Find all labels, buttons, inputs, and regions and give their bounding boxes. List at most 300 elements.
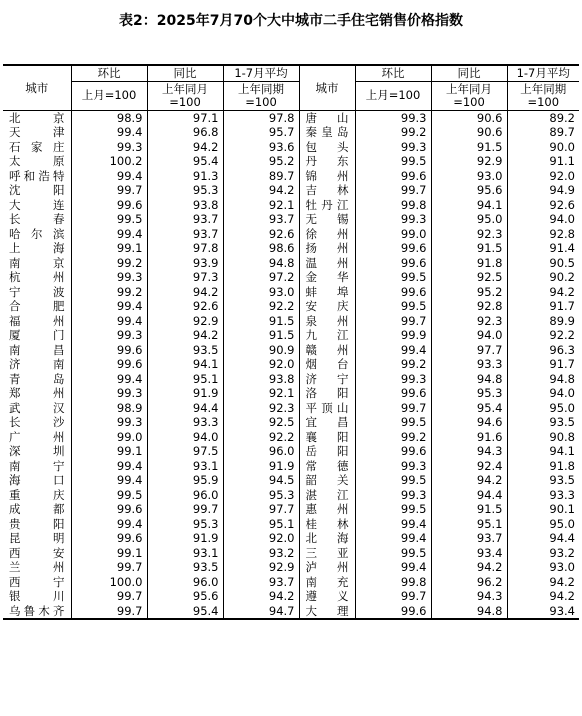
yoy-value-cell: 94.2	[431, 473, 507, 488]
city-name-cell: 福州	[9, 313, 65, 328]
column-header-ytd: 1-7月平均	[507, 65, 579, 81]
yoy-value-cell: 93.1	[147, 546, 223, 561]
mom-value-cell: 99.6	[355, 256, 431, 271]
mom-value-cell: 99.4	[71, 299, 147, 314]
ytd-value-cell: 92.0	[507, 169, 579, 184]
ytd-value-cell: 91.7	[507, 357, 579, 372]
ytd-value-cell: 93.0	[223, 285, 299, 300]
ytd-value-cell: 92.8	[507, 227, 579, 242]
ytd-value-cell: 90.2	[507, 270, 579, 285]
yoy-value-cell: 94.2	[147, 328, 223, 343]
mom-value-cell: 99.8	[355, 198, 431, 213]
ytd-value-cell: 96.3	[507, 343, 579, 358]
yoy-value-cell: 93.3	[431, 357, 507, 372]
city-name-cell: 广州	[9, 429, 65, 444]
yoy-value-cell: 95.3	[147, 183, 223, 198]
yoy-value-cell: 93.5	[147, 560, 223, 575]
table-row	[3, 546, 579, 561]
yoy-value-cell: 92.3	[431, 314, 507, 329]
yoy-value-cell: 94.2	[431, 560, 507, 575]
column-header-yoy: 同比	[431, 65, 507, 81]
yoy-value-cell: 93.7	[431, 531, 507, 546]
ytd-sub-text: 上年同期=100	[520, 81, 567, 109]
mom-value-cell: 99.4	[71, 125, 147, 140]
city-name-cell: 乌鲁木齐	[3, 604, 71, 620]
mom-value-cell: 99.3	[71, 140, 147, 155]
city-name-cell: 南充	[299, 575, 355, 590]
ytd-value-cell: 94.4	[507, 531, 579, 546]
ytd-value-cell: 90.8	[507, 430, 579, 445]
mom-value-cell: 99.0	[71, 430, 147, 445]
yoy-value-cell: 94.2	[147, 285, 223, 300]
ytd-value-cell: 91.5	[223, 314, 299, 329]
column-subheader-yoy	[147, 81, 223, 110]
mom-value-cell: 99.4	[71, 459, 147, 474]
ytd-value-cell: 89.7	[507, 125, 579, 140]
mom-value-cell: 99.4	[71, 227, 147, 242]
ytd-value-cell: 90.1	[507, 502, 579, 517]
mom-value-cell: 99.6	[355, 241, 431, 256]
city-name-cell: 韶关	[299, 473, 355, 488]
ytd-value-cell: 91.5	[223, 328, 299, 343]
yoy-value-cell: 94.8	[431, 372, 507, 387]
ytd-value-cell: 96.0	[223, 444, 299, 459]
table-row	[3, 401, 579, 416]
table-row	[3, 154, 579, 169]
yoy-sub-text: 上年同月=100	[161, 81, 208, 109]
mom-value-cell: 99.1	[71, 241, 147, 256]
ytd-value-cell: 93.3	[507, 488, 579, 503]
ytd-value-cell: 92.2	[507, 328, 579, 343]
ytd-value-cell: 90.5	[507, 256, 579, 271]
table-row	[3, 256, 579, 271]
yoy-value-cell: 92.4	[431, 459, 507, 474]
city-name-cell: 锦州	[299, 169, 355, 184]
city-name-cell: 北海	[299, 531, 355, 546]
yoy-value-cell: 95.1	[147, 372, 223, 387]
table-row	[3, 183, 579, 198]
mom-value-cell: 99.6	[71, 343, 147, 358]
yoy-value-cell: 93.7	[147, 227, 223, 242]
ytd-value-cell: 93.2	[507, 546, 579, 561]
yoy-value-cell: 91.3	[147, 169, 223, 184]
ytd-value-cell: 94.0	[507, 212, 579, 227]
mom-value-cell: 99.2	[355, 125, 431, 140]
yoy-value-cell: 92.9	[147, 314, 223, 329]
ytd-value-cell: 92.0	[223, 357, 299, 372]
mom-value-cell: 99.5	[355, 415, 431, 430]
ytd-value-cell: 90.9	[223, 343, 299, 358]
yoy-value-cell: 97.1	[147, 110, 223, 125]
table-row	[3, 357, 579, 372]
city-name-cell: 南昌	[9, 342, 65, 357]
mom-value-cell: 99.3	[71, 328, 147, 343]
mom-value-cell: 99.5	[71, 488, 147, 503]
mom-value-cell: 99.3	[355, 140, 431, 155]
table-row	[3, 604, 579, 620]
city-name-cell: 泸州	[299, 560, 355, 575]
yoy-value-cell: 91.9	[147, 531, 223, 546]
city-name-cell: 温州	[299, 256, 355, 271]
yoy-value-cell: 95.0	[431, 212, 507, 227]
city-name-cell: 牡丹江	[299, 198, 355, 213]
mom-value-cell: 99.7	[355, 183, 431, 198]
yoy-value-cell: 93.7	[147, 212, 223, 227]
city-name-cell: 沈阳	[9, 183, 65, 197]
table-row	[3, 314, 579, 329]
city-name-cell: 深圳	[9, 444, 65, 458]
mom-value-cell: 99.2	[355, 357, 431, 372]
ytd-value-cell: 93.0	[507, 560, 579, 575]
table-row	[3, 285, 579, 300]
column-header-ytd: 1-7月平均	[223, 65, 299, 81]
ytd-value-cell: 92.6	[507, 198, 579, 213]
ytd-value-cell: 94.8	[507, 372, 579, 387]
mom-value-cell: 100.0	[71, 575, 147, 590]
city-name-cell: 烟台	[299, 357, 355, 372]
ytd-value-cell: 95.1	[223, 517, 299, 532]
yoy-value-cell: 95.9	[147, 473, 223, 488]
ytd-value-cell: 93.2	[223, 546, 299, 561]
column-header-mom: 环比	[355, 65, 431, 81]
column-header-mom: 环比	[71, 65, 147, 81]
mom-value-cell: 99.3	[355, 110, 431, 125]
ytd-value-cell: 95.3	[223, 488, 299, 503]
mom-value-cell: 99.4	[71, 314, 147, 329]
ytd-value-cell: 92.3	[223, 401, 299, 416]
table-row	[3, 531, 579, 546]
city-name-cell: 南宁	[9, 458, 65, 473]
city-name-cell: 徐州	[299, 227, 355, 242]
column-header-yoy: 同比	[147, 65, 223, 81]
ytd-value-cell: 92.9	[223, 560, 299, 575]
city-name-cell: 宜昌	[299, 415, 355, 430]
city-name-cell: 蚌埠	[299, 285, 355, 300]
city-name-cell: 西安	[9, 545, 65, 560]
mom-value-cell: 99.5	[355, 502, 431, 517]
city-name-cell: 遵义	[299, 589, 355, 604]
yoy-value-cell: 97.7	[431, 343, 507, 358]
mom-value-cell: 99.6	[71, 198, 147, 213]
ytd-value-cell: 95.7	[223, 125, 299, 140]
mom-value-cell: 99.5	[355, 270, 431, 285]
column-header-city: 城市	[299, 65, 355, 110]
ytd-value-cell: 94.2	[507, 285, 579, 300]
mom-value-cell: 100.2	[71, 154, 147, 169]
mom-value-cell: 99.4	[355, 343, 431, 358]
ytd-value-cell: 93.4	[507, 604, 579, 620]
city-name-cell: 包头	[299, 140, 355, 155]
table-row	[3, 227, 579, 242]
ytd-value-cell: 92.6	[223, 227, 299, 242]
mom-value-cell: 99.3	[355, 212, 431, 227]
yoy-value-cell: 95.4	[431, 401, 507, 416]
mom-value-cell: 99.6	[355, 444, 431, 459]
city-name-cell: 桂林	[299, 517, 355, 532]
yoy-value-cell: 94.0	[431, 328, 507, 343]
yoy-value-cell: 92.5	[431, 270, 507, 285]
mom-value-cell: 99.5	[355, 546, 431, 561]
ytd-value-cell: 92.2	[223, 299, 299, 314]
ytd-value-cell: 97.7	[223, 502, 299, 517]
city-name-cell: 岳阳	[299, 444, 355, 459]
ytd-value-cell: 92.5	[223, 415, 299, 430]
yoy-value-cell: 94.3	[431, 444, 507, 459]
mom-value-cell: 99.4	[355, 517, 431, 532]
mom-value-cell: 99.5	[355, 299, 431, 314]
yoy-value-cell: 94.2	[147, 140, 223, 155]
mom-value-cell: 99.3	[355, 459, 431, 474]
table-row	[3, 169, 579, 184]
yoy-value-cell: 93.1	[147, 459, 223, 474]
city-name-cell: 吉林	[299, 183, 355, 198]
mom-value-cell: 98.9	[71, 110, 147, 125]
city-name-cell: 安庆	[299, 299, 355, 314]
city-name-cell: 成都	[9, 502, 65, 516]
city-name-cell: 无锡	[299, 212, 355, 227]
mom-value-cell: 99.2	[71, 256, 147, 271]
city-name-cell: 襄阳	[299, 430, 355, 445]
yoy-value-cell: 92.9	[431, 154, 507, 169]
mom-value-cell: 99.7	[355, 401, 431, 416]
mom-value-cell: 99.4	[71, 473, 147, 488]
yoy-value-cell: 93.0	[431, 169, 507, 184]
ytd-value-cell: 89.7	[223, 169, 299, 184]
yoy-value-cell: 90.6	[431, 125, 507, 140]
header-row-top	[3, 65, 579, 81]
table-row	[3, 270, 579, 285]
city-name-cell: 大理	[299, 604, 355, 620]
ytd-value-cell: 91.8	[507, 459, 579, 474]
yoy-value-cell: 93.4	[431, 546, 507, 561]
city-name-cell: 金华	[299, 270, 355, 285]
city-name-cell: 泉州	[299, 314, 355, 329]
city-name-cell: 长春	[9, 212, 65, 226]
table-row	[3, 241, 579, 256]
ytd-value-cell: 94.2	[223, 183, 299, 198]
yoy-value-cell: 95.2	[431, 285, 507, 300]
ytd-value-cell: 97.2	[223, 270, 299, 285]
city-name-cell: 唐山	[299, 110, 355, 125]
table-row	[3, 459, 579, 474]
mom-value-cell: 99.6	[355, 285, 431, 300]
city-name-cell: 上海	[9, 241, 65, 255]
ytd-value-cell: 93.5	[507, 415, 579, 430]
mom-value-cell: 99.4	[71, 169, 147, 184]
city-name-cell: 北京	[9, 110, 65, 125]
yoy-value-cell: 91.9	[147, 386, 223, 401]
ytd-value-cell: 94.8	[223, 256, 299, 271]
yoy-value-cell: 97.3	[147, 270, 223, 285]
yoy-sub-text: 上年同月=100	[445, 81, 492, 109]
yoy-value-cell: 92.6	[147, 299, 223, 314]
ytd-value-cell: 94.7	[223, 604, 299, 620]
city-name-cell: 贵阳	[9, 516, 65, 531]
yoy-value-cell: 92.8	[431, 299, 507, 314]
table-row	[3, 589, 579, 604]
mom-value-cell: 99.9	[355, 328, 431, 343]
table-row	[3, 299, 579, 314]
mom-value-cell: 99.1	[71, 546, 147, 561]
city-name-cell: 长沙	[9, 415, 65, 429]
ytd-value-cell: 94.2	[507, 589, 579, 604]
ytd-value-cell: 92.1	[223, 386, 299, 401]
yoy-value-cell: 91.8	[431, 256, 507, 271]
header-row-sub	[3, 81, 579, 110]
city-name-cell: 惠州	[299, 502, 355, 517]
city-name-cell: 常德	[299, 459, 355, 474]
ytd-value-cell: 92.1	[223, 198, 299, 213]
city-name-cell: 重庆	[9, 487, 65, 502]
mom-value-cell: 99.5	[71, 212, 147, 227]
city-name-cell: 秦皇岛	[299, 125, 355, 140]
city-name-cell: 天津	[9, 125, 65, 139]
city-name-cell: 海口	[9, 473, 65, 487]
city-name-cell: 济南	[9, 357, 65, 371]
yoy-value-cell: 96.2	[431, 575, 507, 590]
mom-value-cell: 99.7	[71, 604, 147, 620]
mom-value-cell: 99.6	[71, 357, 147, 372]
mom-value-cell: 99.4	[355, 531, 431, 546]
city-name-cell: 扬州	[299, 241, 355, 256]
column-subheader-ytd	[507, 81, 579, 110]
table-row	[3, 517, 579, 532]
table-row	[3, 560, 579, 575]
table-row	[3, 110, 579, 125]
yoy-value-cell: 95.4	[147, 154, 223, 169]
mom-value-cell: 99.4	[71, 372, 147, 387]
yoy-value-cell: 94.6	[431, 415, 507, 430]
yoy-value-cell: 94.1	[147, 357, 223, 372]
mom-value-cell: 99.4	[71, 517, 147, 532]
mom-value-cell: 99.2	[71, 285, 147, 300]
yoy-value-cell: 94.0	[147, 430, 223, 445]
city-name-cell: 青岛	[9, 371, 65, 386]
ytd-value-cell: 89.2	[507, 110, 579, 125]
mom-value-cell: 99.6	[355, 386, 431, 401]
city-name-cell: 九江	[299, 328, 355, 343]
table-row	[3, 198, 579, 213]
table-row	[3, 140, 579, 155]
city-name-cell: 丹东	[299, 154, 355, 169]
city-name-cell: 兰州	[9, 560, 65, 574]
ytd-value-cell: 93.7	[223, 212, 299, 227]
mom-value-cell: 99.7	[355, 314, 431, 329]
city-name-cell: 银川	[9, 589, 65, 603]
mom-value-cell: 99.4	[355, 560, 431, 575]
yoy-value-cell: 91.5	[431, 241, 507, 256]
mom-value-cell: 99.5	[355, 473, 431, 488]
ytd-value-cell: 98.6	[223, 241, 299, 256]
ytd-value-cell: 93.8	[223, 372, 299, 387]
table-row	[3, 372, 579, 387]
ytd-value-cell: 95.2	[223, 154, 299, 169]
table-row	[3, 473, 579, 488]
city-name-cell: 合肥	[9, 299, 65, 313]
mom-value-cell: 99.7	[71, 183, 147, 198]
city-name-cell: 武汉	[9, 400, 65, 415]
ytd-value-cell: 89.9	[507, 314, 579, 329]
table-row	[3, 328, 579, 343]
mom-value-cell: 99.6	[355, 604, 431, 620]
yoy-value-cell: 95.1	[431, 517, 507, 532]
mom-value-cell: 99.3	[71, 270, 147, 285]
column-subheader-ytd	[223, 81, 299, 110]
city-name-cell: 宁波	[9, 284, 65, 299]
mom-value-cell: 99.6	[71, 502, 147, 517]
price-index-table	[3, 64, 579, 620]
ytd-value-cell: 92.0	[223, 531, 299, 546]
yoy-value-cell: 94.1	[431, 198, 507, 213]
yoy-value-cell: 92.3	[431, 227, 507, 242]
yoy-value-cell: 93.8	[147, 198, 223, 213]
city-name-cell: 济宁	[299, 372, 355, 387]
mom-value-cell: 99.3	[355, 372, 431, 387]
mom-value-cell: 99.3	[71, 386, 147, 401]
city-name-cell: 厦门	[9, 328, 65, 342]
table-row	[3, 415, 579, 430]
mom-value-cell: 99.3	[355, 488, 431, 503]
city-name-cell: 哈尔滨	[9, 226, 65, 241]
yoy-value-cell: 95.3	[431, 386, 507, 401]
yoy-value-cell: 96.0	[147, 575, 223, 590]
ytd-value-cell: 93.5	[507, 473, 579, 488]
mom-value-cell: 99.7	[71, 560, 147, 575]
table-row	[3, 343, 579, 358]
ytd-value-cell: 90.0	[507, 140, 579, 155]
ytd-value-cell: 93.7	[223, 575, 299, 590]
city-name-cell: 石家庄	[9, 139, 65, 154]
yoy-value-cell: 94.4	[431, 488, 507, 503]
ytd-value-cell: 94.2	[223, 589, 299, 604]
city-name-cell: 洛阳	[299, 386, 355, 401]
yoy-value-cell: 97.8	[147, 241, 223, 256]
ytd-value-cell: 95.0	[507, 517, 579, 532]
yoy-value-cell: 95.6	[431, 183, 507, 198]
yoy-value-cell: 96.0	[147, 488, 223, 503]
mom-value-cell: 99.6	[355, 169, 431, 184]
column-subheader-mom: 上月=100	[355, 81, 431, 110]
ytd-value-cell: 94.2	[507, 575, 579, 590]
ytd-value-cell: 91.9	[223, 459, 299, 474]
column-subheader-mom: 上月=100	[71, 81, 147, 110]
table-row	[3, 444, 579, 459]
table-title: 表2：2025年7月70个大中城市二手住宅销售价格指数	[119, 13, 463, 29]
ytd-value-cell: 93.6	[223, 140, 299, 155]
ytd-value-cell: 94.9	[507, 183, 579, 198]
city-name-cell: 平顶山	[299, 401, 355, 416]
yoy-value-cell: 91.5	[431, 502, 507, 517]
yoy-value-cell: 99.7	[147, 502, 223, 517]
table-row	[3, 488, 579, 503]
ytd-value-cell: 92.2	[223, 430, 299, 445]
table-row	[3, 575, 579, 590]
table-row	[3, 430, 579, 445]
mom-value-cell: 99.8	[355, 575, 431, 590]
mom-value-cell: 99.6	[71, 531, 147, 546]
city-name-cell: 大连	[9, 197, 65, 212]
table-body	[3, 110, 579, 619]
yoy-value-cell: 97.5	[147, 444, 223, 459]
yoy-value-cell: 93.5	[147, 343, 223, 358]
yoy-value-cell: 94.3	[431, 589, 507, 604]
ytd-value-cell: 91.1	[507, 154, 579, 169]
city-name-cell: 呼和浩特	[9, 168, 65, 183]
city-name-cell: 郑州	[9, 386, 65, 400]
yoy-value-cell: 94.4	[147, 401, 223, 416]
city-name-cell: 西宁	[9, 574, 65, 589]
mom-value-cell: 99.2	[355, 430, 431, 445]
